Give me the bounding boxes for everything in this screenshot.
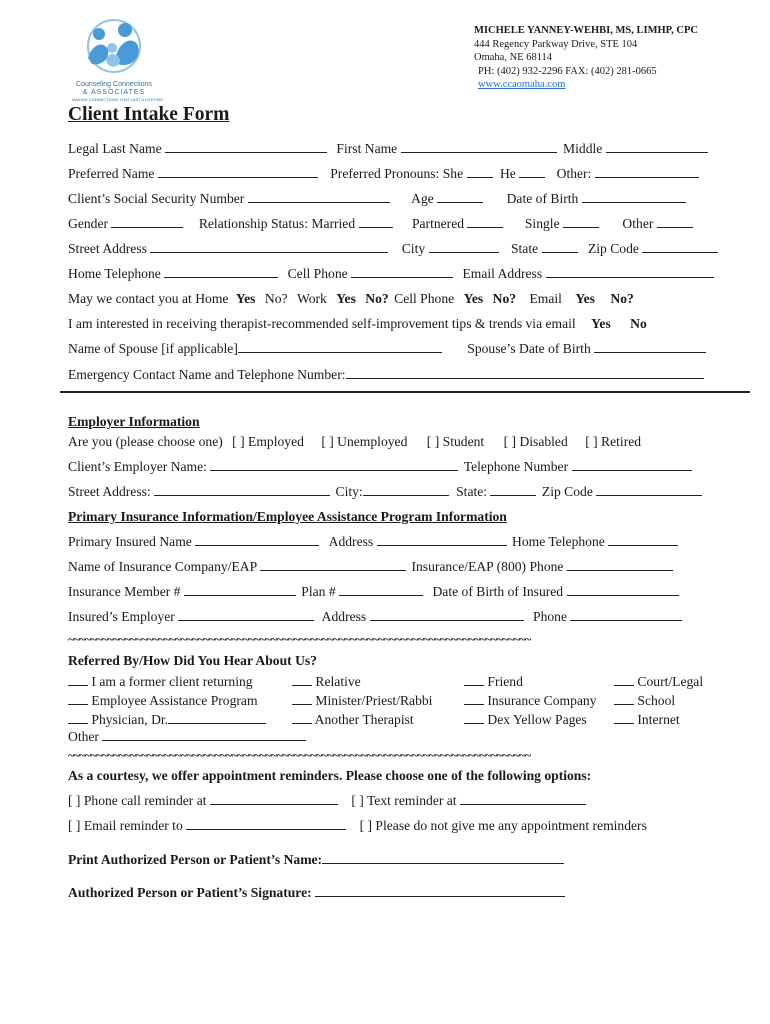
referral-option[interactable]: Physician, Dr. xyxy=(68,710,266,729)
emergency-label: Emergency Contact Name and Telephone Number: xyxy=(68,367,346,382)
company-label: Name of Insurance Company/EAP xyxy=(68,559,257,574)
age-label: Age xyxy=(411,191,434,206)
home-tel-label: Home Telephone xyxy=(68,266,161,281)
email-yes[interactable]: Yes xyxy=(575,291,595,306)
referral-col-1 xyxy=(68,672,266,729)
section-divider xyxy=(60,391,750,393)
email-no[interactable]: No? xyxy=(610,291,634,306)
student-checkbox[interactable]: [ ] Student xyxy=(426,434,485,449)
home-no-qmark: ? xyxy=(281,291,288,306)
row-insured-name xyxy=(68,534,678,550)
row-reminders-2 xyxy=(68,818,647,834)
email-label: Email Address xyxy=(462,266,543,281)
email-reminder-option[interactable]: [ ] Email reminder to xyxy=(68,818,183,833)
cell-yes[interactable]: Yes xyxy=(463,291,484,306)
logo-name: Counseling Connections xyxy=(76,81,152,88)
referral-option[interactable]: Dex Yellow Pages xyxy=(464,710,597,729)
referral-other-field[interactable] xyxy=(102,729,306,741)
legal-last-label: Legal Last Name xyxy=(68,141,162,156)
street-label: Street Address xyxy=(68,241,147,256)
home-yes[interactable]: Yes xyxy=(235,291,256,306)
logo-tagline: MAKING CONNECTIONS THAT LAST A LIFETIME xyxy=(72,97,164,102)
work-label: Work xyxy=(296,291,327,306)
interest-text: I am interested in receiving therapist-recommended self-improvement tips & trends via email xyxy=(68,316,576,331)
work-yes[interactable]: Yes xyxy=(336,291,356,306)
employer-street-field[interactable] xyxy=(154,484,330,496)
employer-tel-field[interactable] xyxy=(572,459,692,471)
row-insurance-company xyxy=(68,559,673,575)
referral-col-4 xyxy=(614,672,703,729)
state-field[interactable] xyxy=(542,241,578,253)
row-signature xyxy=(68,885,565,901)
middle-field[interactable] xyxy=(606,141,708,153)
insured-employer-address-label: Address xyxy=(321,609,367,624)
street-field[interactable] xyxy=(150,241,388,253)
rel-other-field[interactable] xyxy=(657,216,693,228)
address-line-1: 444 Regency Parkway Drive, STE 104 xyxy=(474,38,638,50)
referral-option[interactable]: Court/Legal xyxy=(614,672,703,691)
employer-heading: Employer Information xyxy=(68,414,200,429)
print-name-field[interactable] xyxy=(322,852,564,864)
member-label: Insurance Member # xyxy=(68,584,181,599)
pronoun-she-field[interactable] xyxy=(467,166,493,178)
practice-info xyxy=(474,24,698,92)
row-reminders-1 xyxy=(68,793,586,809)
employer-zip-field[interactable] xyxy=(596,484,702,496)
text-reminder-field[interactable] xyxy=(460,793,586,805)
single-field[interactable] xyxy=(563,216,599,228)
company-field[interactable] xyxy=(260,559,406,571)
ssn-field[interactable] xyxy=(248,191,390,203)
city-field[interactable] xyxy=(429,241,499,253)
row-preferred xyxy=(68,166,699,182)
gender-label: Gender xyxy=(68,216,109,231)
cell-label: Cell Phone xyxy=(287,266,348,281)
gender-field[interactable] xyxy=(111,216,183,228)
row-spouse xyxy=(68,341,706,357)
disabled-checkbox[interactable]: [ ] Disabled xyxy=(503,434,568,449)
address-line-2: Omaha, NE 68114 xyxy=(474,52,553,63)
insured-employer-phone-field[interactable] xyxy=(570,609,682,621)
partnered-label: Partnered xyxy=(411,216,465,231)
employer-name-label: Client’s Employer Name: xyxy=(68,459,207,474)
cell-field[interactable] xyxy=(351,266,453,278)
ssn-label: Client’s Social Security Number xyxy=(68,191,245,206)
employer-city-field[interactable] xyxy=(363,484,449,496)
phone800-field[interactable] xyxy=(567,559,673,571)
tilde-divider-1: ~~~~~~~~~~~~~~~~~~~~~~~~~~~~~~~~~~~~~~~~~~~~~~~~~~~~~~~~~~~~~~~~~~~~~~~~~~~~~~~~~~ xyxy=(68,632,531,646)
plan-field[interactable] xyxy=(339,584,423,596)
logo xyxy=(72,16,164,102)
phone-fax: PH: (402) 932-2296 FAX: (402) 281-0665 xyxy=(478,65,657,77)
referral-option[interactable]: Minister/Priest/Rabbi xyxy=(292,691,432,710)
insured-employer-phone-label: Phone xyxy=(533,609,568,624)
spouse-dob-field[interactable] xyxy=(594,341,706,353)
insured-address-field[interactable] xyxy=(377,534,507,546)
first-name-label: First Name xyxy=(336,141,398,156)
state-label: State xyxy=(510,241,539,256)
pronoun-he-field[interactable] xyxy=(519,166,545,178)
print-name-label: Print Authorized Person or Patient’s Name: xyxy=(68,852,323,867)
practitioner-name: MICHELE YANNEY-WEHBI, MS, LIMHP, CPC xyxy=(474,25,698,36)
zip-label: Zip Code xyxy=(587,241,639,256)
reminders-heading: As a courtesy, we offer appointment reminders. Please choose one of the following options: xyxy=(68,768,592,783)
insurance-heading: Primary Insurance Information/Employee Assistance Program Information xyxy=(68,509,507,524)
row-print-name xyxy=(68,852,564,868)
row-contact xyxy=(68,291,634,307)
member-field[interactable] xyxy=(184,584,296,596)
interest-yes[interactable]: Yes xyxy=(591,316,611,331)
employer-state-field[interactable] xyxy=(490,484,536,496)
spouse-field[interactable] xyxy=(238,341,442,353)
relationship-label: Relationship Status: Married xyxy=(198,216,356,231)
home-no[interactable]: No xyxy=(264,291,282,306)
referral-option[interactable]: Relative xyxy=(292,672,432,691)
referral-col-2 xyxy=(292,672,432,729)
referral-option[interactable]: Friend xyxy=(464,672,597,691)
row-referral-other xyxy=(68,729,306,745)
insured-name-label: Primary Insured Name xyxy=(68,534,192,549)
spouse-dob-label: Spouse’s Date of Birth xyxy=(467,341,591,356)
age-field[interactable] xyxy=(437,191,483,203)
phone-reminder-option[interactable]: [ ] Phone call reminder at xyxy=(68,793,207,808)
dob-label: Date of Birth xyxy=(506,191,579,206)
referral-option[interactable]: Another Therapist xyxy=(292,710,432,729)
row-emergency xyxy=(68,367,704,383)
unemployed-checkbox[interactable]: [ ] Unemployed xyxy=(321,434,408,449)
insured-home-tel-label: Home Telephone xyxy=(512,534,605,549)
employer-street-label: Street Address: xyxy=(68,484,151,499)
row-employer-address xyxy=(68,484,702,500)
row-phones xyxy=(68,266,714,282)
website-link[interactable]: www.ccaomaha.com xyxy=(478,79,566,90)
referral-other-label: Other xyxy=(68,729,99,744)
referral-option[interactable]: Insurance Company xyxy=(464,691,597,710)
first-name-field[interactable] xyxy=(401,141,557,153)
row-name xyxy=(68,141,708,157)
referral-col-3 xyxy=(464,672,597,729)
employer-zip-label: Zip Code xyxy=(541,484,593,499)
retired-checkbox[interactable]: [ ] Retired xyxy=(585,434,642,449)
insured-dob-label: Date of Birth of Insured xyxy=(432,584,564,599)
choose-label: Are you (please choose one) xyxy=(68,434,223,449)
cell-phone-label: Cell Phone xyxy=(394,291,455,306)
insured-address-label: Address xyxy=(328,534,374,549)
logo-figures-icon xyxy=(72,16,156,76)
rel-other-label: Other xyxy=(622,216,654,231)
employer-city-label: City: xyxy=(335,484,363,499)
row-gender xyxy=(68,216,693,232)
signature-field[interactable] xyxy=(315,885,565,897)
row-street xyxy=(68,241,718,257)
home-tel-field[interactable] xyxy=(164,266,278,278)
pronoun-other-label: Other: xyxy=(556,166,592,181)
plan-label: Plan # xyxy=(301,584,336,599)
row-employer-name xyxy=(68,459,692,475)
employer-state-label: State: xyxy=(456,484,488,499)
referral-option[interactable]: Internet xyxy=(614,710,703,729)
cell-no[interactable]: No? xyxy=(492,291,517,306)
zip-field[interactable] xyxy=(642,241,718,253)
dob-field[interactable] xyxy=(582,191,686,203)
contact-question: May we contact you at Home xyxy=(68,291,229,306)
insured-name-field[interactable] xyxy=(195,534,319,546)
employed-checkbox[interactable]: [ ] Employed xyxy=(232,434,304,449)
text-reminder-option[interactable]: [ ] Text reminder at xyxy=(351,793,457,808)
row-insured-employer xyxy=(68,609,682,625)
pronoun-other-field[interactable] xyxy=(595,166,699,178)
tilde-divider-2: ~~~~~~~~~~~~~~~~~~~~~~~~~~~~~~~~~~~~~~~~~~~~~~~~~~~~~~~~~~~~~~~~~~~~~~~~~~~~~~~~~~ xyxy=(68,748,531,762)
preferred-name-label: Preferred Name xyxy=(68,166,155,181)
insured-employer-field[interactable] xyxy=(178,609,314,621)
married-field[interactable] xyxy=(359,216,393,228)
legal-last-field[interactable] xyxy=(165,141,327,153)
signature-label: Authorized Person or Patient’s Signature: xyxy=(68,885,312,900)
referral-heading: Referred By/How Did You Hear About Us? xyxy=(68,653,317,668)
insured-employer-label: Insured’s Employer xyxy=(68,609,175,624)
row-ssn xyxy=(68,191,686,207)
pronouns-label: Preferred Pronouns: She xyxy=(330,166,464,181)
middle-label: Middle xyxy=(563,141,603,156)
referral-option[interactable]: Employee Assistance Program xyxy=(68,691,266,710)
email-contact-label: Email xyxy=(529,291,562,306)
preferred-name-field[interactable] xyxy=(158,166,318,178)
email-reminder-field[interactable] xyxy=(186,818,346,830)
spouse-label: Name of Spouse [if applicable] xyxy=(68,341,238,356)
referral-option[interactable]: I am a former client returning xyxy=(68,672,266,691)
emergency-field[interactable] xyxy=(346,367,704,379)
row-employment-status xyxy=(68,434,641,450)
no-reminder-option[interactable]: [ ] Please do not give me any appointment reminders xyxy=(359,818,647,833)
work-no[interactable]: No? xyxy=(365,291,389,306)
employer-name-field[interactable] xyxy=(210,459,458,471)
phone-reminder-field[interactable] xyxy=(210,793,338,805)
insured-employer-address-field[interactable] xyxy=(370,609,524,621)
referral-option[interactable]: School xyxy=(614,691,703,710)
email-field[interactable] xyxy=(546,266,714,278)
logo-sub: & ASSOCIATES xyxy=(82,89,146,96)
single-label: Single xyxy=(524,216,560,231)
row-interest xyxy=(68,316,647,332)
phone800-label: Insurance/EAP (800) Phone xyxy=(411,559,564,574)
city-label: City xyxy=(401,241,426,256)
interest-no[interactable]: No xyxy=(630,316,647,331)
partnered-field[interactable] xyxy=(467,216,503,228)
insured-dob-field[interactable] xyxy=(567,584,679,596)
insured-home-tel-field[interactable] xyxy=(608,534,678,546)
page-title: Client Intake Form xyxy=(68,104,230,125)
employer-tel-label: Telephone Number xyxy=(463,459,569,474)
pronoun-he-label: He xyxy=(499,166,516,181)
row-member xyxy=(68,584,679,600)
